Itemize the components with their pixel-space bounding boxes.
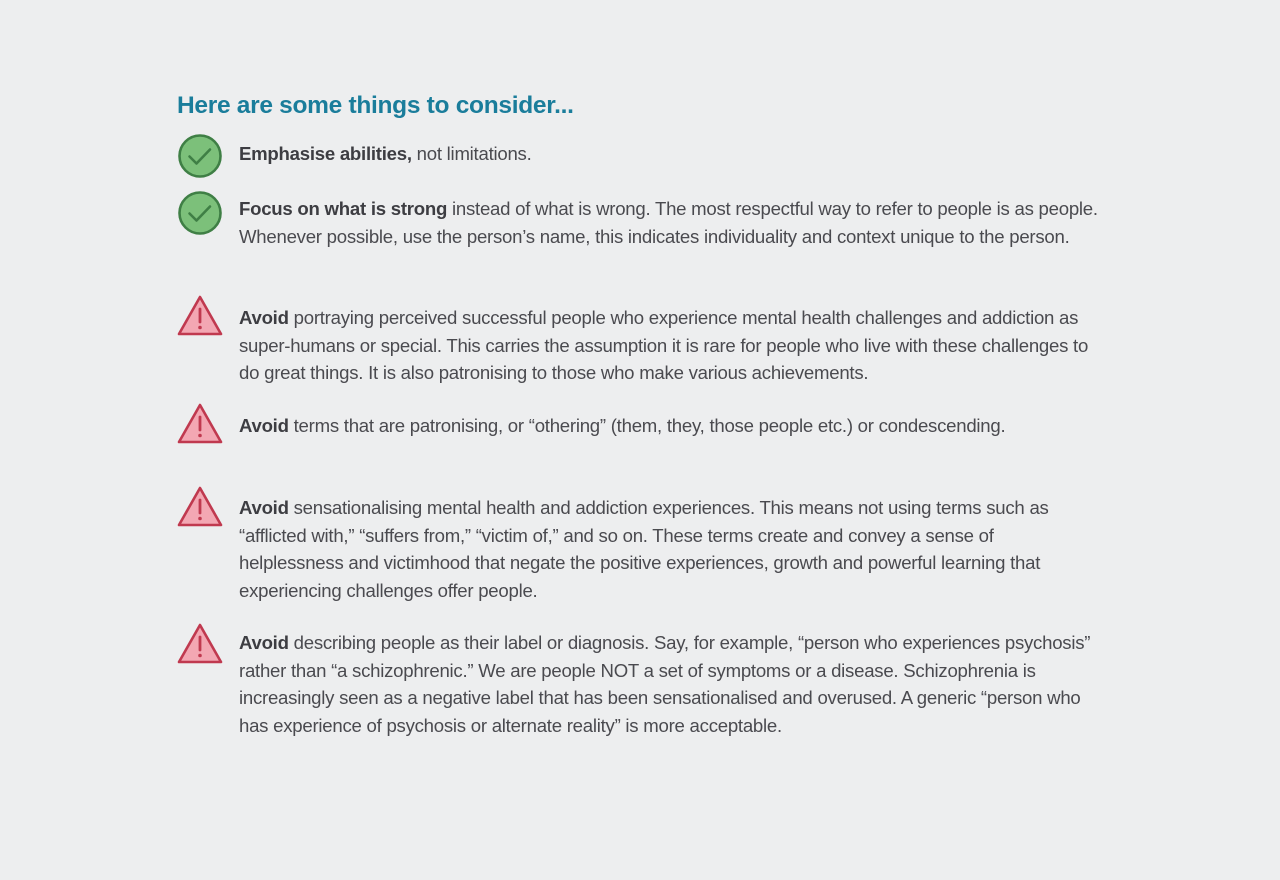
list-item-text [239, 304, 1101, 387]
page-title: Here are some things to consider... [177, 92, 574, 119]
list-item-text [239, 629, 1101, 739]
item-body: not limitations. [411, 143, 532, 164]
warning-triangle-icon [177, 402, 223, 448]
item-emphasis: Avoid [239, 307, 289, 328]
item-emphasis: Avoid [239, 415, 289, 436]
item-body: portraying perceived successful people who experience mental health challenges and addiction as super-humans or special. This carries the assumption it is rare for people who live with these challenges to do great things. It is also patronising to those who make various achievements. [239, 307, 1089, 383]
list-item-text [239, 195, 1101, 250]
item-emphasis: Emphasise abilities, [239, 143, 412, 164]
warning-triangle-icon [177, 485, 223, 531]
item-body: instead of what is wrong. The most respectful way to refer to people is as people. Whenever possible, use the person’s name, this indicates individuality and context unique to the person. [239, 198, 1098, 247]
warning-triangle-icon [177, 294, 223, 340]
guidance-panel [177, 88, 1107, 736]
warning-triangle-icon [177, 622, 223, 668]
check-circle-icon [177, 134, 223, 180]
item-emphasis: Focus on what is strong [239, 198, 448, 219]
check-circle-icon [177, 191, 223, 237]
item-body: terms that are patronising, or “othering” (them, they, those people etc.) or condescending. [288, 415, 1006, 436]
item-body: sensationalising mental health and addiction experiences. This means not using terms such as “afflicted with,” “suffers from,” “victim of,” and so on. These terms create and convey a sense of helplessness and victimhood that negate the positive experiences, growth and powerful learning that experiencing challenges offer people. [239, 497, 1049, 601]
list-item-text [239, 140, 1101, 168]
item-emphasis: Avoid [239, 497, 289, 518]
list-item-text [239, 494, 1101, 604]
item-body: describing people as their label or diagnosis. Say, for example, “person who experiences psychosis” rather than “a schizophrenic.” We are people NOT a set of symptoms or a disease. Schizophrenia is increasingly seen as a negative label that has been sensationalised and overused. A generic “person who has experience of psychosis or alternate reality” is more acceptable. [239, 632, 1091, 736]
item-emphasis: Avoid [239, 632, 289, 653]
list-item-text [239, 412, 1101, 440]
